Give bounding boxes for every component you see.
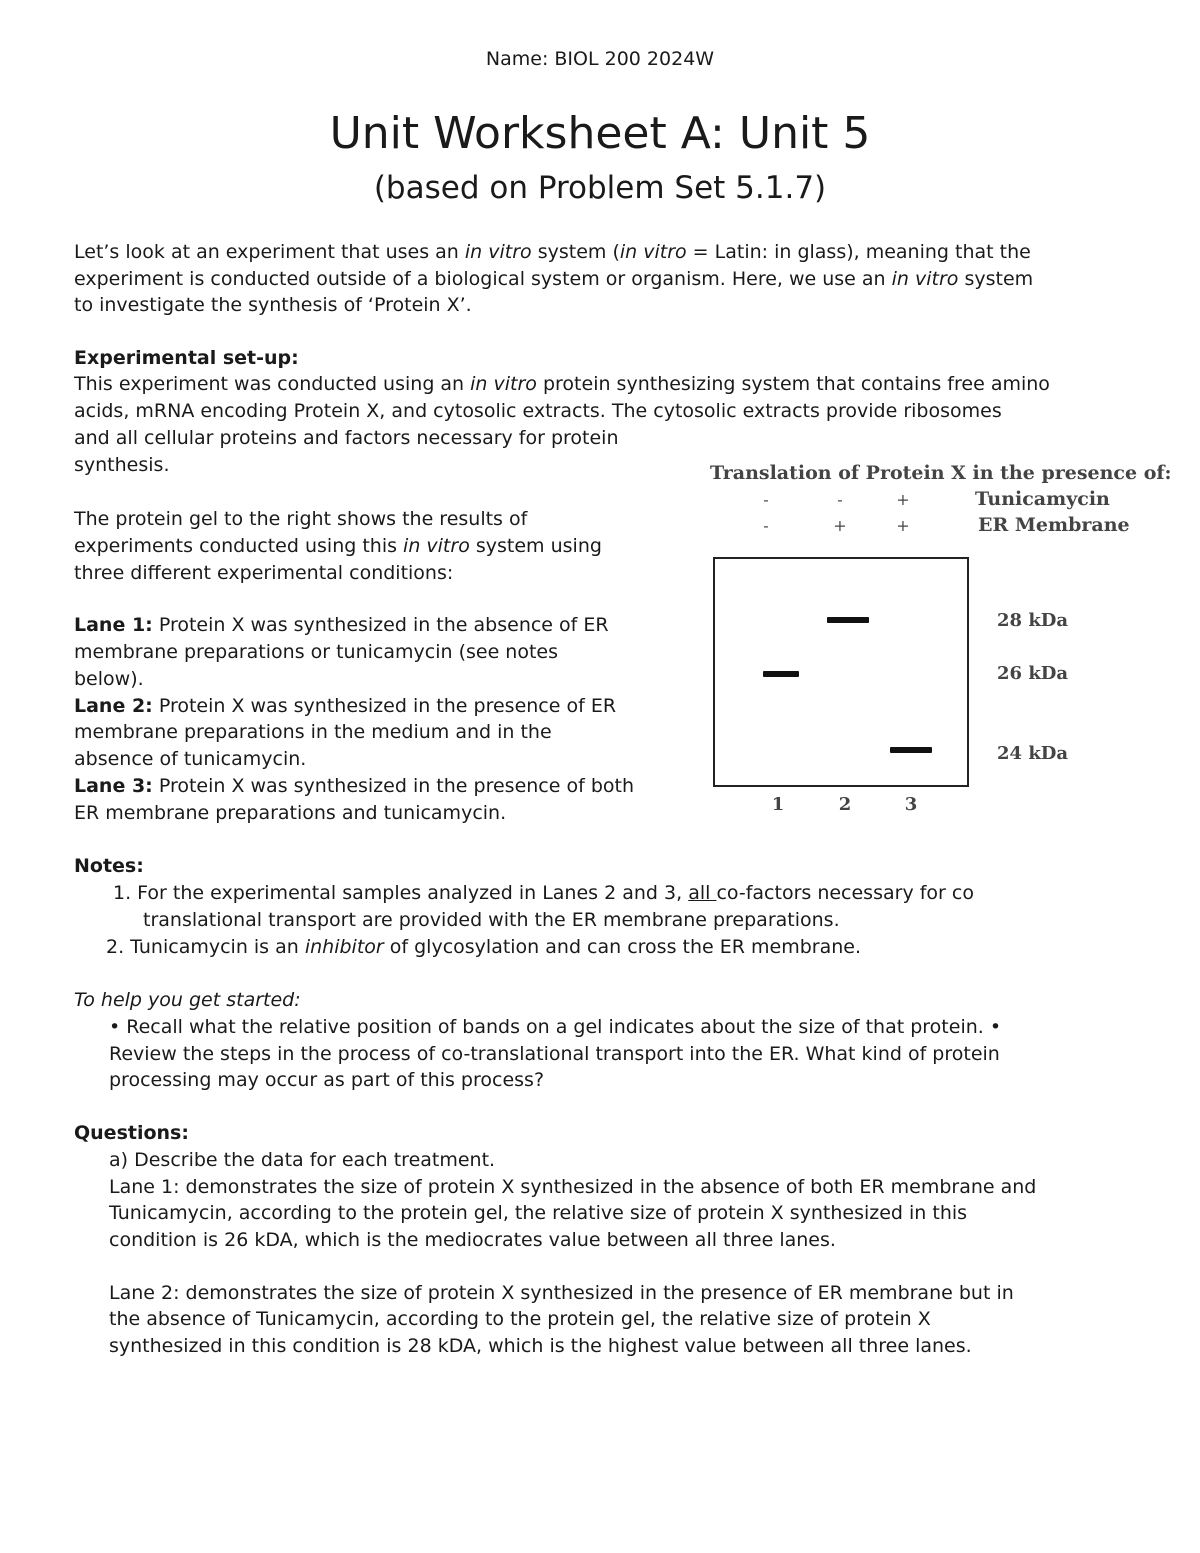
er-membrane-label: ER Membrane <box>978 514 1130 536</box>
setup-line-3: and all cellular proteins and factors necessary for protein <box>74 427 619 449</box>
gel-title: Translation of Protein X in the presence of: <box>710 462 1172 484</box>
note-1-line-1: 1. For the experimental samples analyzed in Lanes 2 and 3, all co-factors necessary for co <box>113 882 974 904</box>
lane2-line-1: Lane 2: Protein X was synthesized in the presence of ER <box>74 695 617 717</box>
marker-24kda: 24 kDa <box>997 743 1069 764</box>
tunicamycin-sign-lane-3: + <box>896 490 910 509</box>
notes-heading: Notes: <box>74 855 144 877</box>
lane1-line-3: below). <box>74 668 144 690</box>
help-line-2: Review the steps in the process of co-translational transport into the ER. What kind of protein <box>109 1043 1000 1065</box>
marker-28kda: 28 kDa <box>997 610 1069 631</box>
gel-description-line-1: The protein gel to the right shows the results of <box>74 508 528 530</box>
er-sign-lane-1: - <box>763 516 769 535</box>
help-line-3: processing may occur as part of this process? <box>109 1069 545 1091</box>
lane3-line-2: ER membrane preparations and tunicamycin. <box>74 802 507 824</box>
setup-line-2: acids, mRNA encoding Protein X, and cytosolic extracts. The cytosolic extracts provide ribosomes <box>74 400 1002 422</box>
answer-lane1-line-2: Tunicamycin, according to the protein gel, the relative size of protein X synthesized in this <box>109 1202 968 1224</box>
lane3-line-1: Lane 3: Protein X was synthesized in the presence of both <box>74 775 635 797</box>
page-subtitle: (based on Problem Set 5.1.7) <box>373 170 827 206</box>
note-1-line-2: translational transport are provided with the ER membrane preparations. <box>143 909 840 931</box>
setup-heading: Experimental set-up: <box>74 347 299 369</box>
intro-line-1: Let’s look at an experiment that uses an in vitro system (in vitro = Latin: in glass), meaning that the <box>74 241 1031 263</box>
question-a: a) Describe the data for each treatment. <box>109 1149 496 1171</box>
marker-26kda: 26 kDa <box>997 663 1069 684</box>
questions-heading: Questions: <box>74 1122 189 1144</box>
lane2-line-2: membrane preparations in the medium and in the <box>74 721 552 743</box>
setup-line-1: This experiment was conducted using an in vitro protein synthesizing system that contains free amino <box>74 373 1050 395</box>
note-2: 2. Tunicamycin is an inhibitor of glycosylation and can cross the ER membrane. <box>106 936 861 958</box>
lane-number-3: 3 <box>904 794 918 815</box>
gel-description-line-3: three different experimental conditions: <box>74 562 454 584</box>
er-sign-lane-3: + <box>896 516 910 535</box>
gel-description-line-2: experiments conducted using this in vitro system using <box>74 535 602 557</box>
answer-lane2-line-3: synthesized in this condition is 28 kDA, which is the highest value between all three lanes. <box>109 1335 972 1357</box>
tunicamycin-sign-lane-2: - <box>837 490 843 509</box>
answer-lane2-line-1: Lane 2: demonstrates the size of protein X synthesized in the presence of ER membrane but in <box>109 1282 1014 1304</box>
band-lane-1 <box>763 671 799 677</box>
tunicamycin-sign-lane-1: - <box>763 490 769 509</box>
setup-line-4: synthesis. <box>74 454 170 476</box>
lane-number-1: 1 <box>771 794 785 815</box>
help-line-1: • Recall what the relative position of bands on a gel indicates about the size of that protein. • <box>109 1016 1002 1038</box>
band-lane-2 <box>827 617 869 623</box>
help-heading: To help you get started: <box>74 989 301 1011</box>
band-lane-3 <box>890 747 932 753</box>
answer-lane1-line-1: Lane 1: demonstrates the size of protein X synthesized in the absence of both ER membrane and <box>109 1176 1037 1198</box>
er-sign-lane-2: + <box>833 516 847 535</box>
lane2-line-3: absence of tunicamycin. <box>74 748 307 770</box>
worksheet-name-line: Name: BIOL 200 2024W <box>485 48 715 70</box>
lane1-line-1: Lane 1: Protein X was synthesized in the absence of ER <box>74 614 609 636</box>
lane1-line-2: membrane preparations or tunicamycin (see notes <box>74 641 558 663</box>
intro-line-3: to investigate the synthesis of ‘Protein X’. <box>74 294 472 316</box>
answer-lane2-line-2: the absence of Tunicamycin, according to the protein gel, the relative size of protein X <box>109 1308 931 1330</box>
answer-lane1-line-3: condition is 26 kDA, which is the mediocrates value between all three lanes. <box>109 1229 836 1251</box>
page-title: Unit Worksheet A: Unit 5 <box>329 108 871 159</box>
intro-line-2: experiment is conducted outside of a biological system or organism. Here, we use an in vitro system <box>74 268 1034 290</box>
tunicamycin-label: Tunicamycin <box>975 488 1110 510</box>
lane-number-2: 2 <box>838 794 852 815</box>
